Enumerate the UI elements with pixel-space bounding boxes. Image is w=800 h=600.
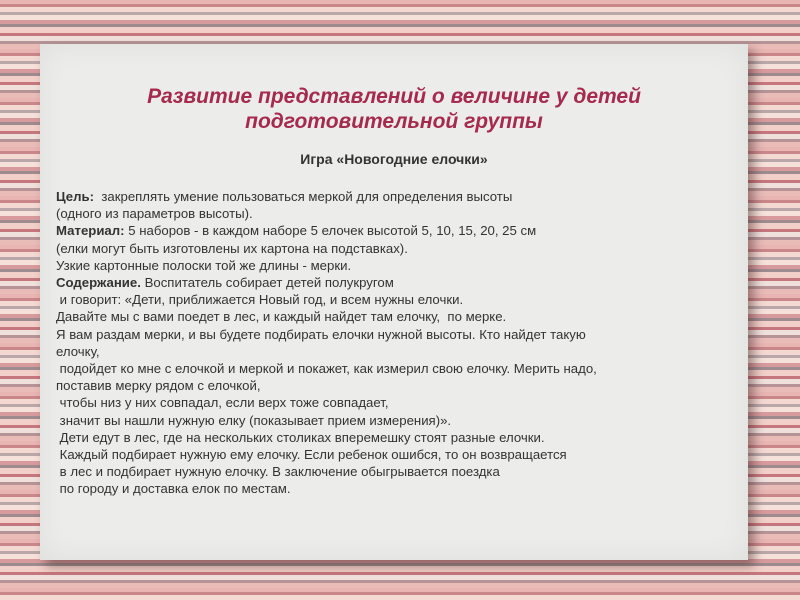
content-text-line: в лес и подбирает нужную елочку. В заключение обыгрывается поездка bbox=[56, 464, 500, 480]
material-text-measures: Узкие картонные полоски той же длины - мерки. bbox=[56, 257, 352, 273]
content-text-line: елочку, bbox=[56, 343, 100, 359]
material-text-continued: (елки могут быть изготовлены их картона на подставках). bbox=[56, 240, 408, 256]
content-text-line: подойдет ко мне с елочкой и меркой и покажет, как измерил свою елочку. Мерить надо, bbox=[56, 361, 597, 377]
goal-text: закреплять умение пользоваться меркой для определения высоты bbox=[94, 189, 513, 204]
slide-title-line-2: подготовительной группы bbox=[245, 110, 543, 133]
content-text-line: и говорит: «Дети, приближается Новый год, и всем нужны елочки. bbox=[56, 292, 464, 308]
slide-panel bbox=[40, 44, 748, 560]
goal-line bbox=[56, 188, 716, 205]
content-text-line: Каждый подбирает нужную ему елочку. Если ребенок ошибся, то он возвращается bbox=[56, 447, 567, 463]
goal-text-continued: (одного из параметров высоты). bbox=[56, 206, 253, 222]
content-text-line: значит вы нашли нужную елку (показывает прием измерения)». bbox=[56, 412, 452, 428]
material-line bbox=[56, 222, 716, 239]
content-text: Воспитатель собирает детей полукругом bbox=[140, 275, 394, 291]
game-title: Игра «Новогодние елочки» bbox=[300, 151, 488, 167]
slide-title-line-1: Развитие представлений о величине у детей bbox=[147, 85, 641, 108]
content-text-line: поставив мерку рядом с елочкой, bbox=[56, 378, 261, 394]
content-text-line: чтобы низ у них совпадал, если верх тоже совпадает, bbox=[56, 395, 389, 411]
content-text-line: Дети едут в лес, где на нескольких столиках вперемешку стоят разные елочки. bbox=[56, 429, 545, 445]
content-text-line: Давайте мы с вами поедет в лес, и каждый найдет там елочку, по мерке. bbox=[56, 309, 507, 325]
content-text-line: по городу и доставка елок по местам. bbox=[56, 481, 291, 497]
content-label: Содержание. bbox=[56, 275, 141, 291]
content-text-line: Я вам раздам мерки, и вы будете подбирать елочки нужной высоты. Кто найдет такую bbox=[56, 326, 586, 342]
body-text bbox=[56, 188, 716, 498]
content-line bbox=[56, 274, 716, 291]
material-label: Материал: bbox=[56, 223, 125, 239]
material-text: 5 наборов - в каждом наборе 5 елочек высотой 5, 10, 15, 20, 25 см bbox=[124, 223, 537, 239]
goal-label: Цель: bbox=[56, 189, 95, 204]
slide-title bbox=[40, 84, 748, 134]
